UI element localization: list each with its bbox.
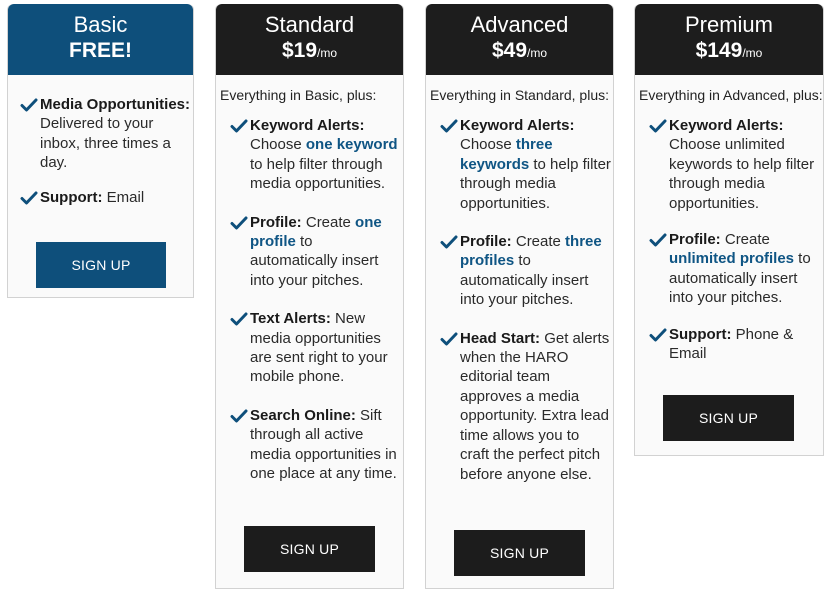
feature-title: Search Online:: [250, 406, 356, 424]
plan-header: [8, 4, 193, 75]
check-icon: [440, 117, 458, 135]
feature-title: Support:: [669, 325, 732, 343]
feature-text: Choose: [250, 136, 306, 154]
feature-text: to automatically insert into your pitches.: [669, 250, 811, 307]
sign-up-button-premium[interactable]: SIGN UP: [663, 395, 794, 441]
feature-title: Keyword Alerts:: [460, 117, 575, 134]
plan-card-premium: [634, 4, 824, 456]
feature-text: Get alerts when the HARO editorial team approves a media opportunity. Extra lead time allows you to craft the perfect pitch before anyone else.: [460, 329, 610, 483]
plan-intro: Everything in Advanced, plus:: [639, 87, 823, 103]
feature-text: Delivered to your inbox, three times a day.: [40, 115, 171, 172]
check-icon: [440, 330, 458, 348]
feature-item: [440, 329, 612, 484]
check-icon: [440, 233, 458, 251]
feature-item: [20, 188, 192, 207]
feature-item: [649, 116, 824, 213]
feature-title: Profile:: [460, 233, 512, 251]
feature-text: Choose unlimited keywords to help filter through media opportunities.: [669, 136, 815, 212]
feature-title: Support:: [40, 188, 103, 206]
feature-text: to automatically insert into your pitches.: [250, 233, 379, 289]
plan-header: [216, 4, 403, 75]
plan-card-basic: [7, 4, 194, 298]
check-icon: [20, 189, 38, 207]
feature-text: Create: [511, 233, 566, 251]
sign-up-button-basic[interactable]: SIGN UP: [36, 242, 166, 288]
feature-text: Email: [102, 188, 145, 206]
feature-text: to automatically insert into your pitches.: [460, 252, 589, 309]
feature-highlight: three keywords: [460, 136, 553, 173]
feature-highlight: one keyword: [305, 136, 398, 154]
feature-text: Phone & Email: [669, 325, 794, 363]
feature-text: New media opportunities are sent right to your mobile phone.: [250, 310, 388, 386]
plan-intro: Everything in Standard, plus:: [430, 87, 609, 103]
feature-title: Profile:: [250, 213, 302, 231]
feature-list: [230, 116, 402, 484]
feature-list: [649, 116, 824, 363]
plan-name: Basic: [73, 12, 128, 37]
feature-title: Profile:: [669, 231, 721, 249]
feature-text: Sift through all active media opportunities in one place at any time.: [250, 406, 397, 483]
feature-list: [20, 95, 192, 207]
plan-name: Premium: [684, 12, 773, 37]
feature-title: Text Alerts:: [250, 310, 331, 328]
feature-text: to help filter through media opportunities.: [460, 155, 611, 212]
check-icon: [20, 96, 38, 114]
check-icon: [230, 117, 248, 135]
feature-item: [649, 325, 824, 364]
plan-card-advanced: [425, 4, 614, 589]
check-icon: [649, 231, 667, 249]
feature-title: Media Opportunities:: [40, 96, 190, 113]
check-icon: [649, 117, 667, 135]
plan-name: Advanced: [470, 12, 569, 37]
plan-price: $149/mo: [695, 39, 763, 62]
plan-price: $19/mo: [281, 39, 338, 62]
feature-text: to help filter through media opportunities.: [250, 155, 386, 193]
feature-list: [440, 116, 612, 484]
feature-highlight: three profiles: [460, 233, 602, 270]
feature-item: [440, 232, 612, 310]
sign-up-button-advanced[interactable]: SIGN UP: [454, 530, 585, 576]
feature-title: Keyword Alerts:: [669, 117, 784, 134]
feature-item: [230, 116, 402, 194]
plan-name: Standard: [264, 12, 355, 37]
feature-highlight: unlimited profiles: [669, 250, 795, 268]
plan-intro: Everything in Basic, plus:: [220, 87, 377, 103]
check-icon: [230, 214, 248, 232]
feature-item: [649, 230, 824, 308]
feature-highlight: one profile: [250, 213, 382, 251]
check-icon: [230, 407, 248, 425]
feature-item: [230, 406, 402, 484]
check-icon: [649, 326, 667, 344]
plan-price: $49/mo: [491, 39, 548, 62]
feature-item: [20, 95, 192, 173]
feature-text: Choose: [460, 136, 516, 154]
feature-title: Head Start:: [460, 329, 541, 347]
check-icon: [230, 310, 248, 328]
feature-title: Keyword Alerts:: [250, 117, 365, 134]
feature-text: Create: [720, 231, 770, 249]
feature-text: Create: [301, 213, 356, 231]
plan-header: [635, 4, 823, 75]
feature-item: [230, 213, 402, 291]
plan-price: FREE!: [69, 39, 132, 62]
sign-up-button-standard[interactable]: SIGN UP: [244, 526, 375, 572]
feature-item: [230, 309, 402, 387]
feature-item: [440, 116, 612, 213]
plan-card-standard: [215, 4, 404, 589]
plan-header: [426, 4, 613, 75]
